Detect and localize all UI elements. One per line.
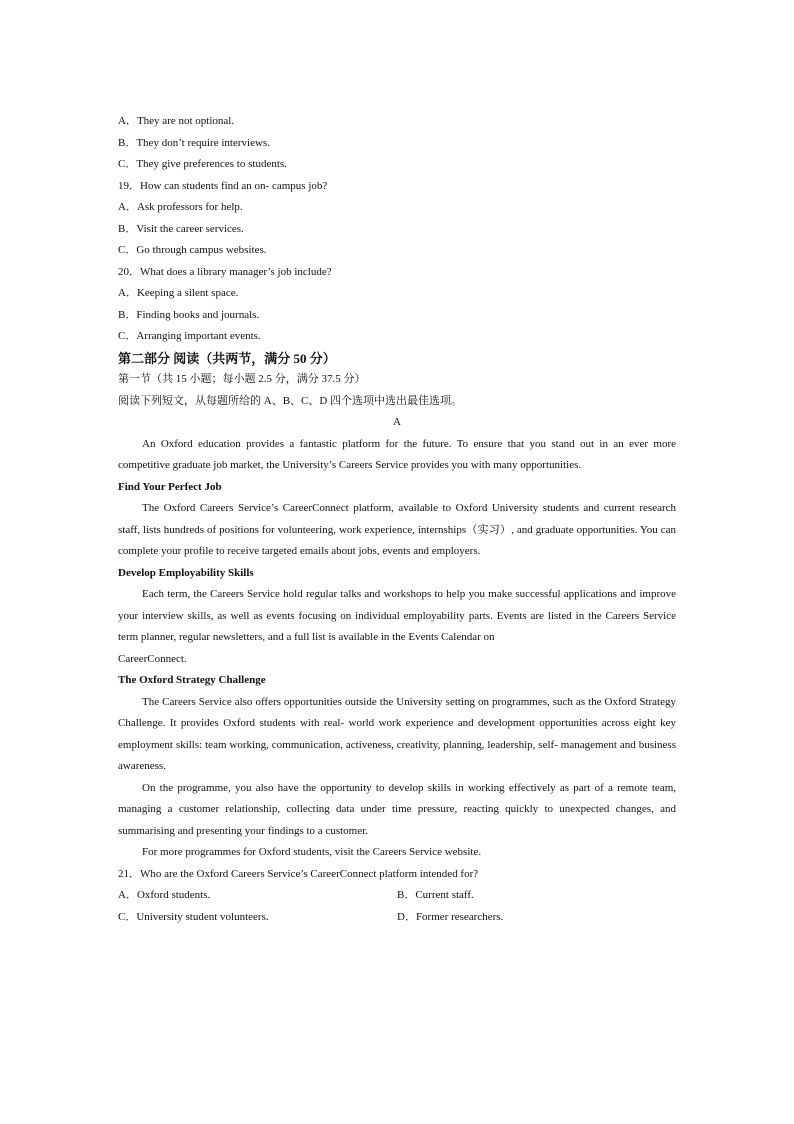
option-c: C．Go through campus websites. (118, 244, 267, 256)
passage-label: A (393, 416, 401, 428)
option-c: C．Arranging important events. (118, 330, 261, 342)
option-c: C．University student volunteers. (118, 910, 269, 923)
paragraph-programme: On the programme, you also have the opportunity to develop skills in working effectively as part of a remote team, managing a customer relationship, collecting data under time pressure, reacting quickly to unexpected changes, and summarising and presenting your findings to a customer. (118, 781, 676, 837)
question-19: 19．How can students find an on- campus job? (118, 179, 328, 192)
option-a: A．Ask professors for help. (118, 201, 243, 213)
paragraph-more-programmes: For more programmes for Oxford students, visit the Careers Service website. (142, 846, 482, 858)
paragraph-employability: Each term, the Careers Service hold regular talks and workshops to help you make successful applications and improve your interview skills, as well as events focusing on individual employability parts. Events are listed in the Careers Service term planner, regular newsletters, and a full list is available in the Events Calendar on (118, 588, 676, 643)
heading-find-job: Find Your Perfect Job (118, 480, 222, 493)
part-info: 第一节（共 15 小题；每小题 2.5 分，满分 37.5 分） (118, 373, 366, 385)
option-d: D．Former researchers. (397, 910, 504, 923)
section-title: 第二部分 阅读（共两节，满分 50 分） (118, 350, 336, 366)
option-a: A．Oxford students. (118, 889, 211, 901)
options-row (118, 907, 676, 929)
paragraph-strategy-challenge: The Careers Service also offers opportunities outside the University setting on programmes, such as the Oxford Strategy Challenge. It provides Oxford students with real- world work experience and development opportunities across eight key employment skills: team working, communication, activeness, creativity, planning, leadership, self- management and business awareness. (118, 695, 676, 772)
option-a: A．They are not optional. (118, 115, 235, 127)
option-a: A．Keeping a silent space. (118, 287, 239, 299)
question-21: 21．Who are the Oxford Careers Service’s CareerConnect platform intended for? (118, 867, 479, 880)
instruction: 阅读下列短文，从每题所给的 A、B、C、D 四个选项中选出最佳选项。 (118, 394, 463, 407)
heading-employability: Develop Employability Skills (118, 566, 254, 579)
page-content (118, 111, 676, 928)
option-b: B．Visit the career services. (118, 222, 244, 235)
paragraph-employability-end: CareerConnect. (118, 652, 187, 665)
options-row (118, 885, 676, 907)
paragraph-find-job: The Oxford Careers Service’s CareerConnect platform, available to Oxford University students and current research staff, lists hundreds of positions for volunteering, work experience, internships（实习）, and graduate opportunities. You can complete your profile to receive targeted emails about jobs, events and employers. (118, 502, 676, 557)
option-b: B．Finding books and journals. (118, 308, 260, 321)
passage-intro: An Oxford education provides a fantastic platform for the future. To ensure that you stand out in an ever more competitive graduate job market, the University’s Careers Service provides you with many opportunities. (118, 437, 676, 471)
option-c: C．They give preferences to students. (118, 158, 287, 170)
option-b: B．Current staff. (397, 889, 474, 901)
option-b: B．They don’t require interviews. (118, 136, 270, 149)
heading-strategy-challenge: The Oxford Strategy Challenge (118, 674, 266, 686)
question-20: 20．What does a library manager’s job include? (118, 265, 332, 278)
